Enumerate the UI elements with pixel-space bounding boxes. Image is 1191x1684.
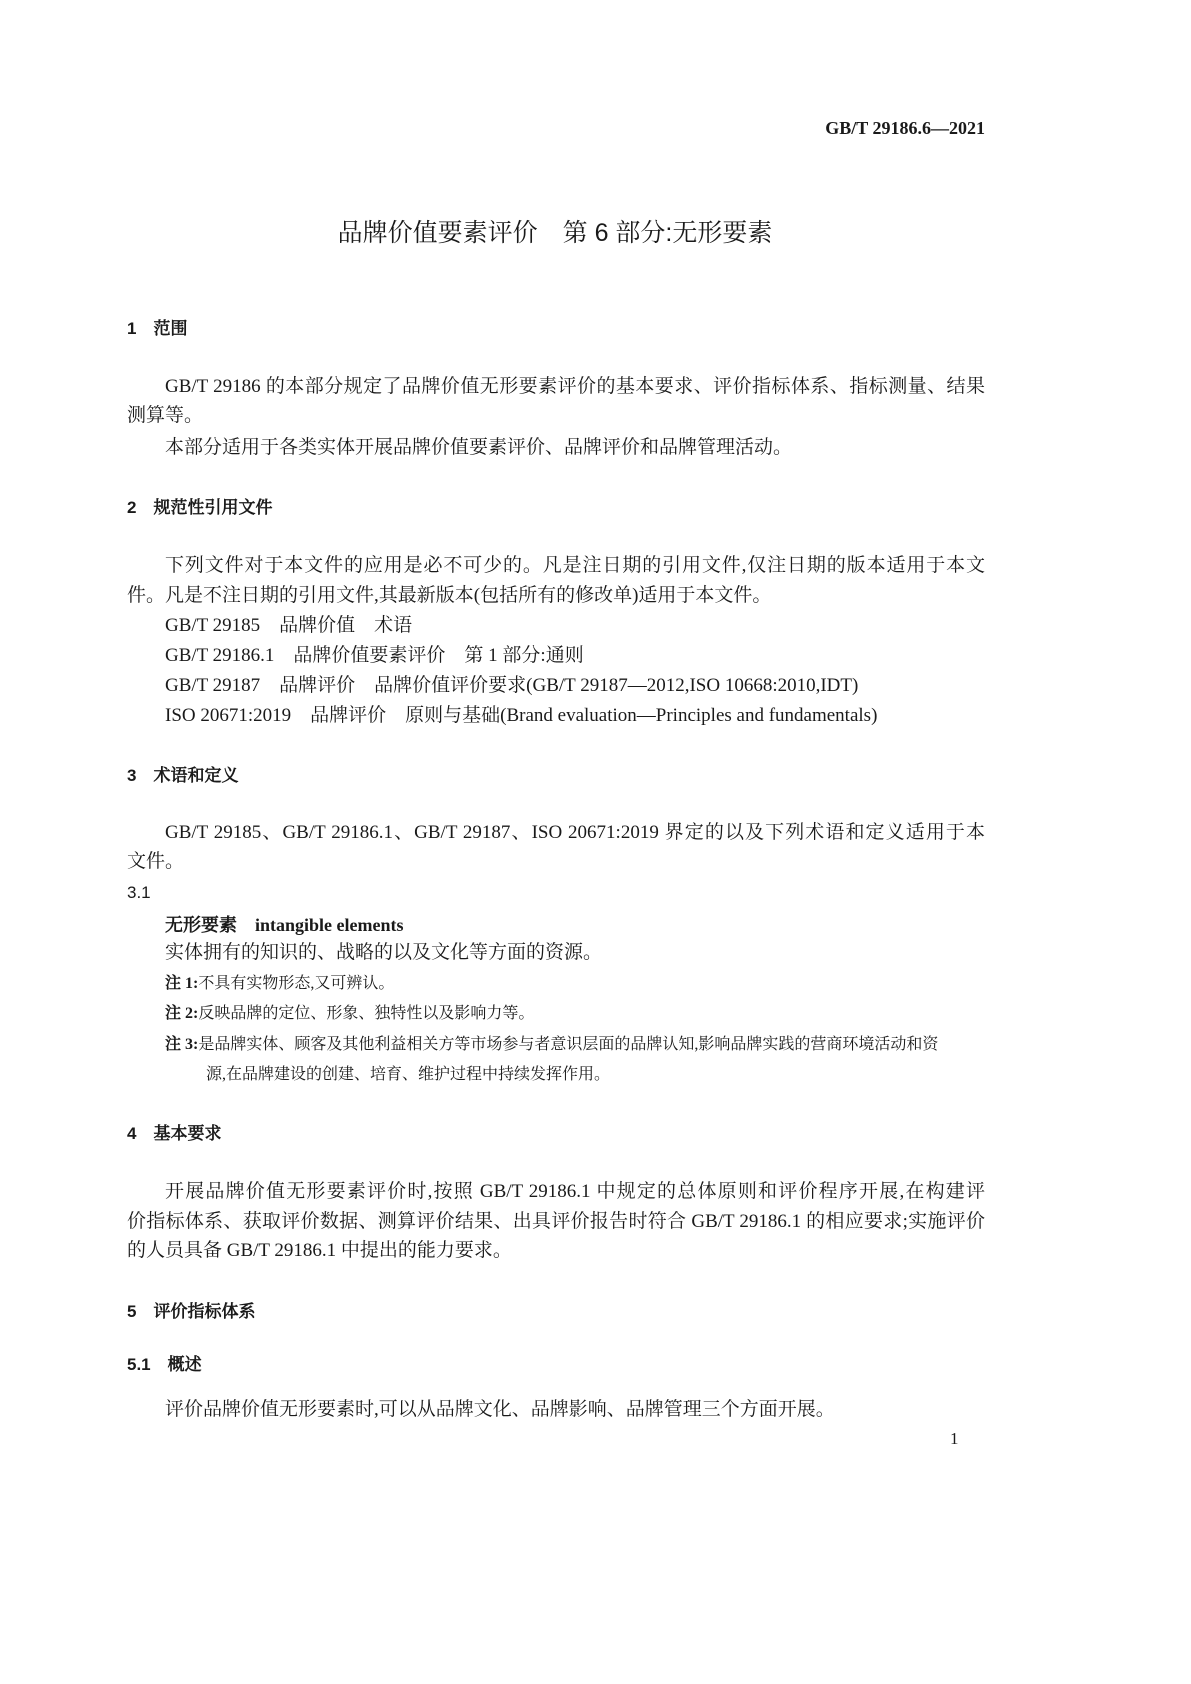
- page-number: 1: [950, 1429, 959, 1448]
- term-number: 3.1: [127, 883, 151, 902]
- reference-item: GB/T 29187 品牌评价 品牌价值评价要求(GB/T 29187—2012,ISO 10668:2010,IDT): [165, 675, 859, 696]
- paragraph: 本部分适用于各类实体开展品牌价值要素评价、品牌评价和品牌管理活动。: [165, 437, 793, 458]
- paragraph: 测算等。: [127, 405, 204, 426]
- section-5-1-heading: 5.1 概述: [127, 1355, 202, 1374]
- document-number: GB/T 29186.6—2021: [825, 118, 985, 138]
- note-label: 注 1:: [165, 975, 199, 992]
- term-definition: 实体拥有的知识的、战略的以及文化等方面的资源。: [165, 942, 603, 963]
- section-1-heading: 1 范围: [127, 319, 188, 338]
- paragraph: 价指标体系、获取评价数据、测算评价结果、出具评价报告时符合 GB/T 29186.1 的相应要求;实施评价: [127, 1211, 985, 1232]
- section-2-heading: 2 规范性引用文件: [127, 498, 273, 517]
- note-text: 不具有实物形态,又可辨认。: [198, 975, 395, 992]
- page-title: 品牌价值要素评价 第 6 部分:无形要素: [337, 219, 773, 247]
- note-text: 反映品牌的定位、形象、独特性以及影响力等。: [198, 1005, 535, 1022]
- paragraph: 的人员具备 GB/T 29186.1 中提出的能力要求。: [127, 1240, 512, 1261]
- reference-item: GB/T 29186.1 品牌价值要素评价 第 1 部分:通则: [165, 645, 584, 666]
- section-3-heading: 3 术语和定义: [127, 766, 239, 785]
- term-name: 无形要素 intangible elements: [165, 915, 404, 935]
- note-text: 是品牌实体、顾客及其他利益相关方等市场参与者意识层面的品牌认知,影响品牌实践的营商环境活动和资: [198, 1036, 939, 1053]
- paragraph: 开展品牌价值无形要素评价时,按照 GB/T 29186.1 中规定的总体原则和评价程序开展,在构建评: [165, 1181, 985, 1202]
- paragraph: 下列文件对于本文件的应用是必不可少的。凡是注日期的引用文件,仅注日期的版本适用于本文: [165, 555, 985, 576]
- section-5-heading: 5 评价指标体系: [127, 1302, 256, 1321]
- reference-item: ISO 20671:2019 品牌评价 原则与基础(Brand evaluation—Principles and fundamentals): [165, 705, 878, 726]
- note-2: [165, 1002, 534, 1026]
- note-label: 注 2:: [165, 1005, 199, 1022]
- paragraph: GB/T 29185、GB/T 29186.1、GB/T 29187、ISO 20671:2019 界定的以及下列术语和定义适用于本: [165, 822, 985, 843]
- note-label: 注 3:: [165, 1036, 199, 1053]
- note-1: [165, 972, 394, 996]
- paragraph: 文件。: [127, 851, 185, 872]
- paragraph: 件。凡是不注日期的引用文件,其最新版本(包括所有的修改单)适用于本文件。: [127, 585, 772, 606]
- paragraph: GB/T 29186 的本部分规定了品牌价值无形要素评价的基本要求、评价指标体系、指标测量、结果: [165, 376, 985, 397]
- section-4-heading: 4 基本要求: [127, 1124, 222, 1143]
- reference-item: GB/T 29185 品牌价值 术语: [165, 615, 413, 636]
- note-3-continued: 源,在品牌建设的创建、培育、维护过程中持续发挥作用。: [206, 1066, 611, 1083]
- note-3: [165, 1033, 938, 1057]
- paragraph: 评价品牌价值无形要素时,可以从品牌文化、品牌影响、品牌管理三个方面开展。: [165, 1399, 835, 1420]
